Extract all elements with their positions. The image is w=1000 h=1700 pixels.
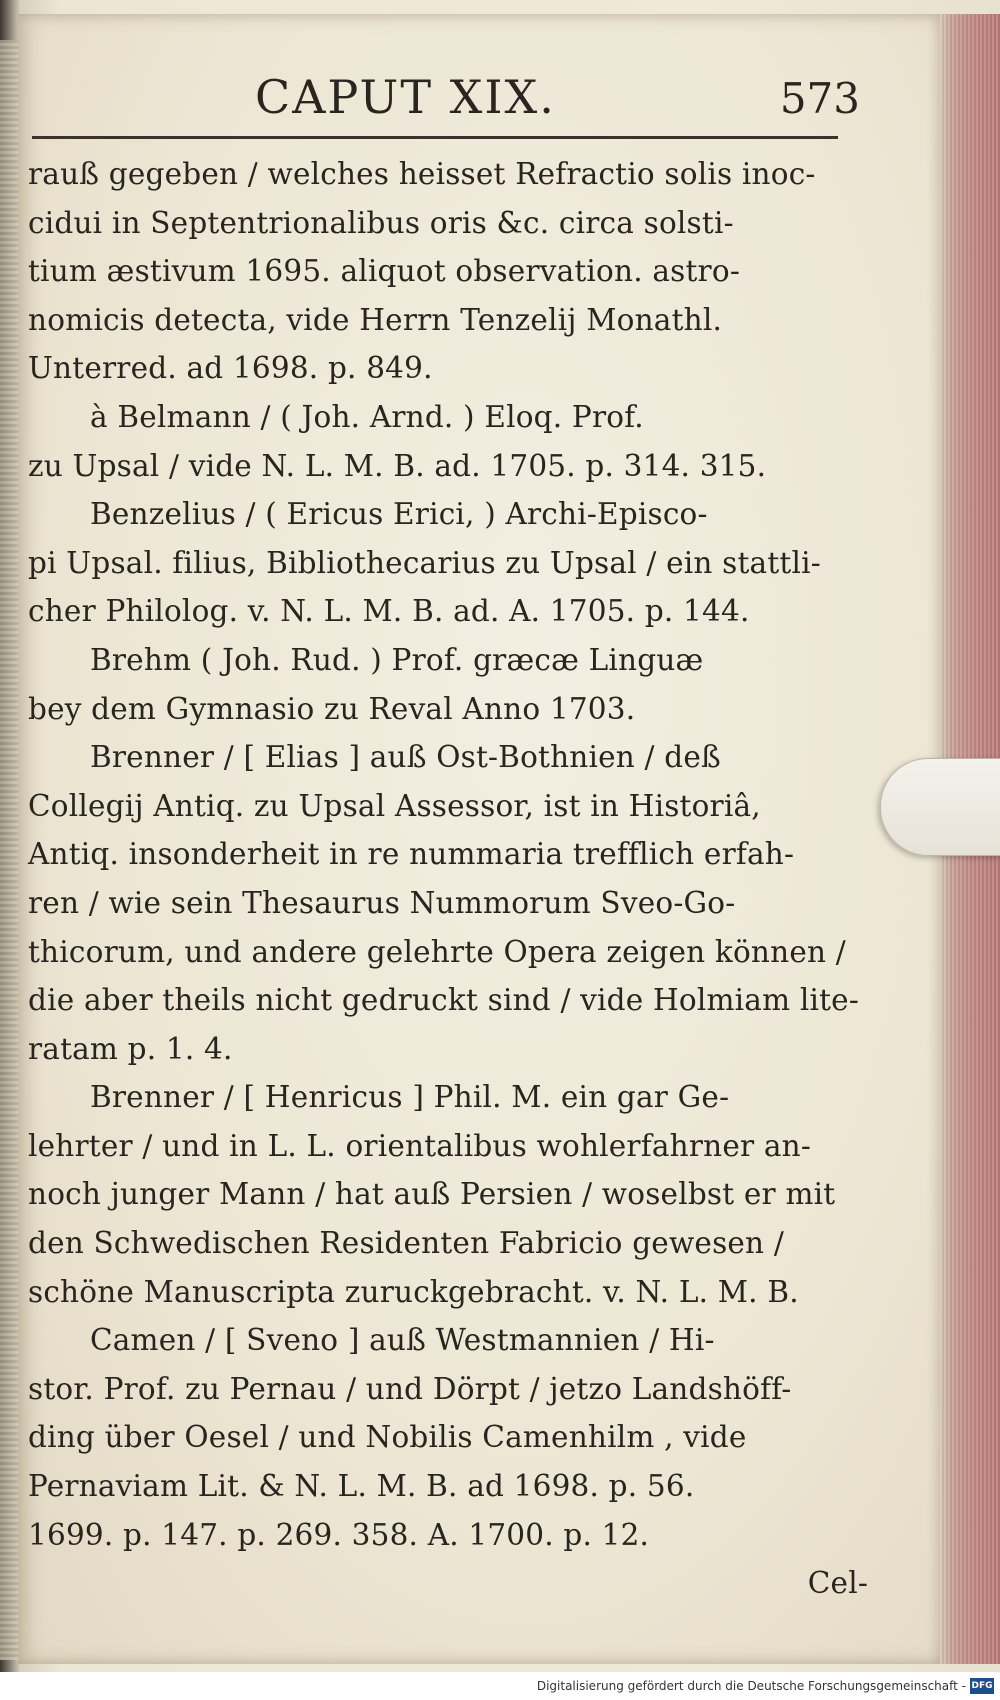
text-line: à Belmann / ( Joh. Arnd. ) Eloq. Prof. <box>90 399 644 434</box>
text-line: den Schwedischen Residenten Fabricio gewesen / <box>28 1226 784 1261</box>
text-line: Brenner / [ Henricus ] Phil. M. ein gar Ge- <box>90 1080 730 1115</box>
text-line: noch junger Mann / hat auß Persien / woselbst er mit <box>28 1177 836 1212</box>
page-clip <box>880 758 1000 856</box>
text-line: tium æstivum 1695. aliquot observation. astro- <box>28 254 740 289</box>
text-line: Brehm ( Joh. Rud. ) Prof. græcæ Linguæ <box>90 642 704 677</box>
text-line: 1699. p. 147. p. 269. 358. A. 1700. p. 12. <box>28 1517 650 1552</box>
dfg-logo: DFG <box>970 1678 994 1694</box>
text-line: rauß gegeben / welches heisset Refractio solis inoc- <box>28 157 816 191</box>
text-line: thicorum, und andere gelehrte Opera zeigen können / <box>28 934 846 969</box>
text-line: Collegij Antiq. zu Upsal Assessor, ist in Historiâ, <box>28 788 761 823</box>
text-line: Antiq. insonderheit in re nummaria trefflich erfah- <box>28 837 795 872</box>
text-line: Pernaviam Lit. & N. L. M. B. ad 1698. p. 56. <box>28 1469 695 1504</box>
running-head: CAPUT XIX. <box>255 70 556 124</box>
text-line: ren / wie sein Thesaurus Nummorum Sveo-Go- <box>28 885 736 920</box>
text-line: Camen / [ Sveno ] auß Westmannien / Hi- <box>90 1323 715 1358</box>
text-line: nomicis detecta, vide Herrn Tenzelij Monathl. <box>28 302 723 337</box>
page-header <box>30 62 860 132</box>
catchword: Cel- <box>807 1566 868 1601</box>
page-number: 573 <box>779 74 860 123</box>
text-line: Unterred. ad 1698. p. 849. <box>28 351 433 386</box>
text-line: cidui in Septentrionalibus oris &c. circa solsti- <box>28 205 734 240</box>
digitization-credit: Digitalisierung gefördert durch die Deutsche Forschungsgemeinschaft - <box>536 1679 966 1693</box>
text-line: schöne Manuscripta zuruckgebracht. v. N. L. M. B. <box>28 1274 799 1309</box>
text-line: Benzelius / ( Ericus Erici, ) Archi-Episco- <box>90 497 708 532</box>
text-line: bey dem Gymnasio zu Reval Anno 1703. <box>28 691 636 726</box>
header-rule <box>32 136 838 139</box>
previous-pages-edge <box>0 40 18 1660</box>
text-line: ratam p. 1. 4. <box>28 1031 233 1066</box>
text-line: ding über Oesel / und Nobilis Camenhilm , vide <box>28 1420 747 1455</box>
text-block <box>28 150 868 1608</box>
text-line: stor. Prof. zu Pernau / und Dörpt / jetzo Landshöff- <box>28 1371 792 1406</box>
text-line: die aber theils nicht gedruckt sind / vide Holmiam lite- <box>28 983 859 1018</box>
text-line: Brenner / [ Elias ] auß Ost-Bothnien / deß <box>90 740 721 775</box>
text-line: lehrter / und in L. L. orientalibus wohlerfahrner an- <box>28 1128 812 1163</box>
footer-bar <box>0 1672 1000 1700</box>
text-line: cher Philolog. v. N. L. M. B. ad. A. 1705. p. 144. <box>28 594 750 629</box>
text-line: pi Upsal. filius, Bibliothecarius zu Upsal / ein stattli- <box>28 545 821 580</box>
text-line: zu Upsal / vide N. L. M. B. ad. 1705. p. 314. 315. <box>28 448 767 483</box>
